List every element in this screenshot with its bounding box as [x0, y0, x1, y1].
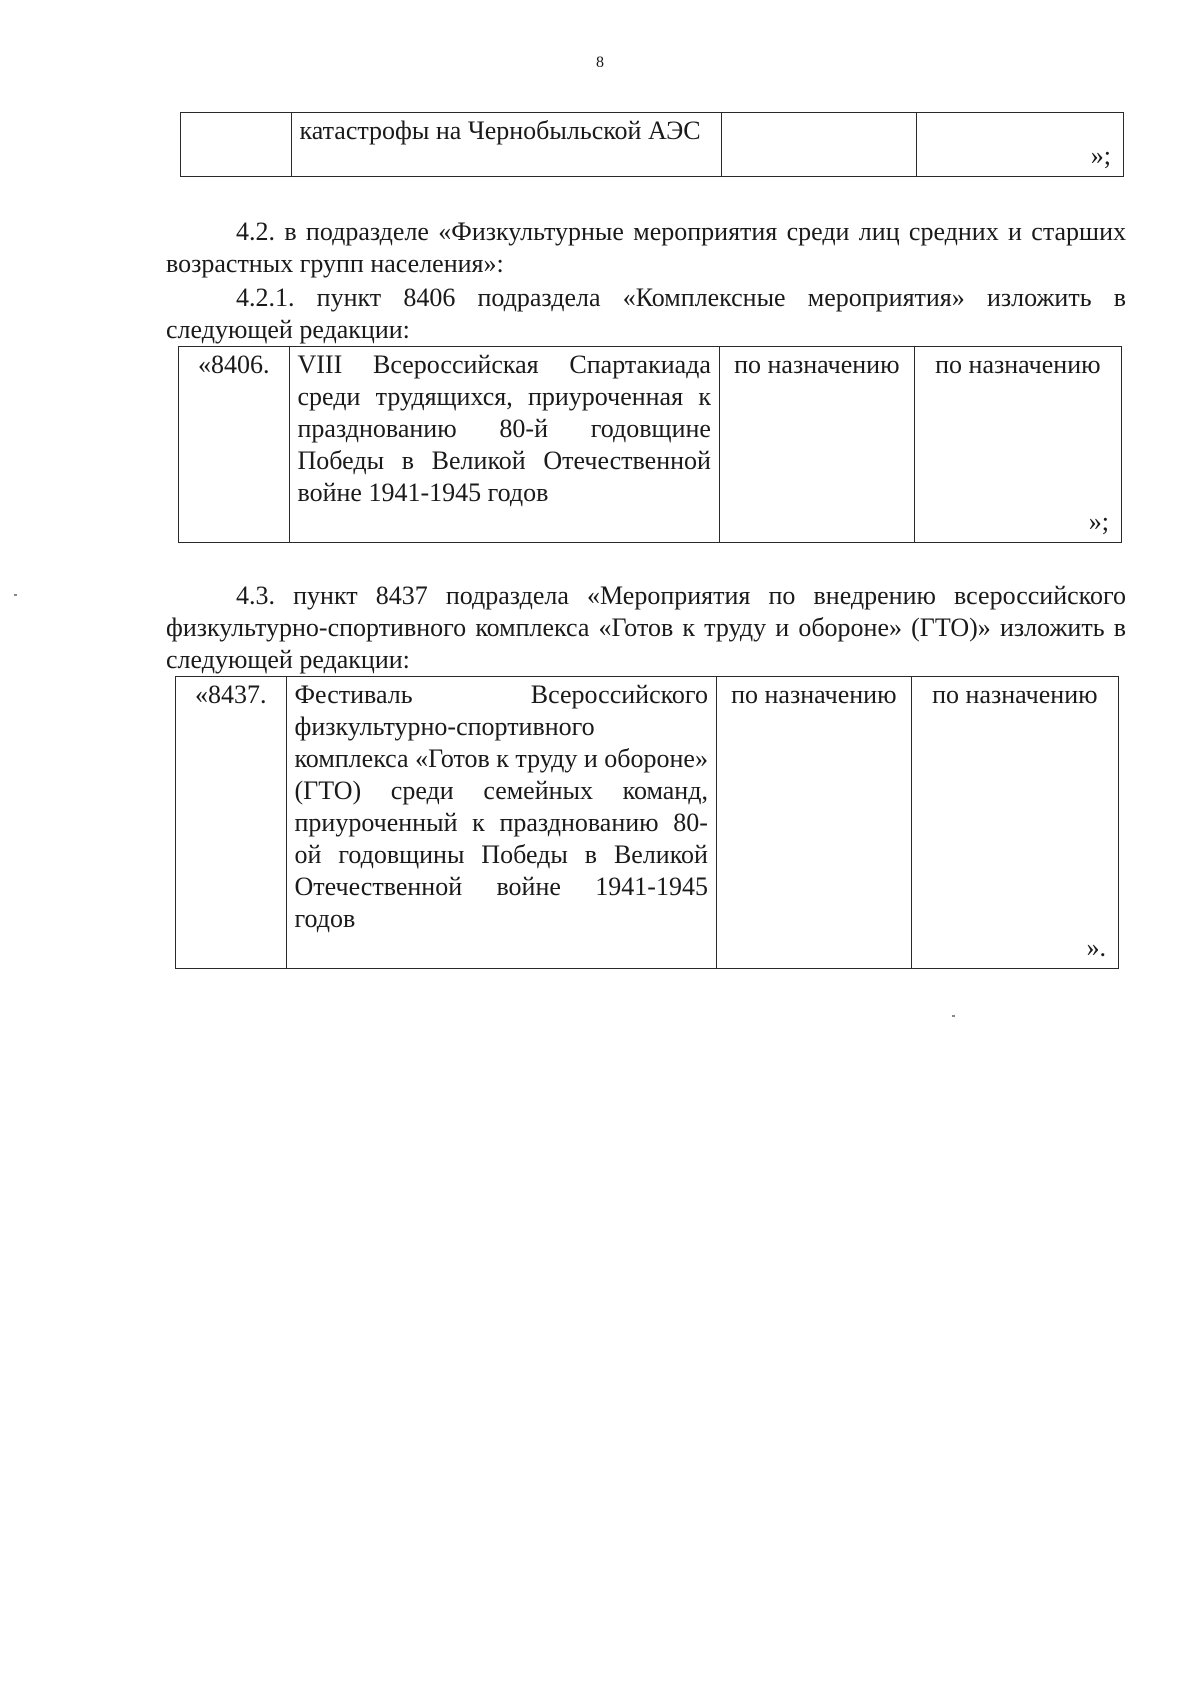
item-number-cell: «8437.	[176, 677, 287, 969]
item-name-cell: Фестиваль Всероссийского физкультурно-спортивного комплекса «Готов к труду и обороне» (ГТО) среди семейных команд, приуроченный к празднованию 80-ой годовщины Победы в Великой Отечественной войне 1941-1945 годов	[286, 677, 716, 969]
table-item-8437	[175, 676, 1119, 969]
item-col-b-text: по назначению	[932, 680, 1098, 709]
paragraph-4-2-1: 4.2.1. пункт 8406 подраздела «Комплексные мероприятия» изложить в следующей редакции:	[166, 283, 1126, 344]
item-col-b-text: по назначению	[935, 350, 1101, 379]
scan-speck	[952, 1015, 955, 1017]
paragraph-4-2: 4.2. в подразделе «Физкультурные мероприятия среди лиц средних и старших возрастных групп населения»:	[166, 217, 1126, 278]
closing-quote-mark: ».	[1086, 933, 1106, 962]
paragraph-4-3: 4.3. пункт 8437 подраздела «Мероприятия по внедрению всероссийского физкультурно-спортивного комплекса «Готов к труду и обороне» (ГТО)» изложить в следующей редакции:	[166, 581, 1126, 674]
continuation-table	[180, 112, 1124, 177]
item-col-a-cell: по назначению	[719, 347, 914, 543]
item-name-cell: VIII Всероссийская Спартакиада среди трудящихся, приуроченная к празднованию 80-й годовщине Победы в Великой Отечественной войне 1941-1945 годов	[289, 347, 719, 543]
closing-quote-mark: »;	[1088, 507, 1109, 536]
page-number: 8	[596, 54, 604, 71]
item-col-b-cell	[911, 677, 1118, 969]
continuation-name-cell: катастрофы на Чернобыльской АЭС	[291, 113, 721, 177]
continuation-num-cell	[181, 113, 292, 177]
item-number-cell: «8406.	[179, 347, 290, 543]
continuation-col-a-cell	[721, 113, 916, 177]
scan-speck	[14, 594, 17, 596]
item-col-a-cell: по назначению	[716, 677, 911, 969]
item-col-b-cell	[914, 347, 1121, 543]
continuation-col-b-cell	[916, 113, 1123, 177]
table-item-8406	[178, 346, 1122, 543]
closing-quote-mark: »;	[1090, 141, 1111, 170]
